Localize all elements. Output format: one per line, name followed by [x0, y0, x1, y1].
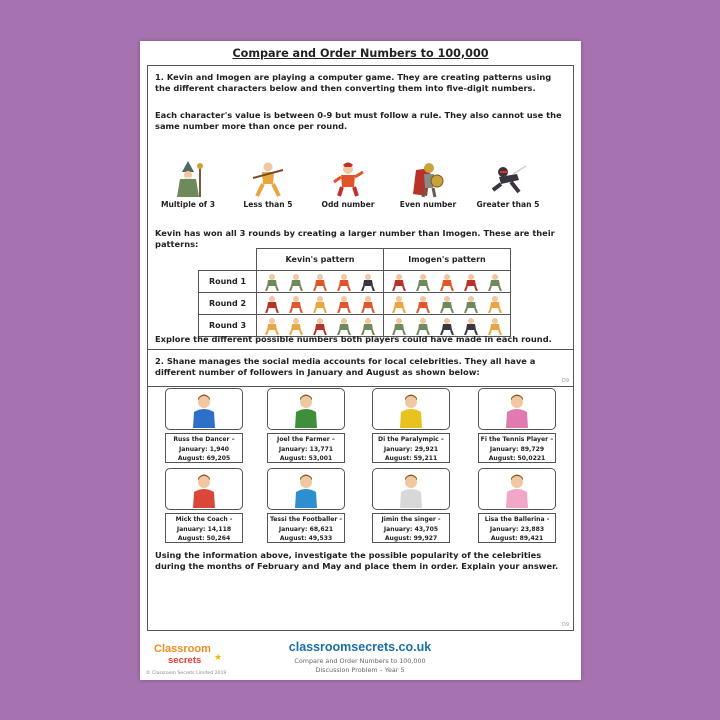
- q1-intro: 1. Kevin and Imogen are playing a computer game. They are creating patterns using the different characters below and then converting them into five-digit numbers.: [155, 72, 552, 93]
- knight-icon: [312, 317, 328, 335]
- celebrity-picture: [165, 388, 243, 430]
- fire-fighter-icon: [415, 295, 431, 313]
- celebrity-picture: [165, 468, 243, 510]
- farmer-icon: [291, 390, 321, 428]
- character-multiple-of-3: [148, 160, 228, 209]
- question-2-box: [147, 349, 574, 631]
- celebrity-card: [165, 468, 243, 543]
- celebrity-card: [267, 468, 345, 543]
- ninja-icon: [439, 317, 455, 335]
- footer-type: Discussion Problem – Year 5: [315, 666, 405, 674]
- imogen-header: Imogen's pattern: [384, 249, 511, 271]
- celebrity-picture: [267, 388, 345, 430]
- fire-fighter-icon: [331, 160, 365, 198]
- monk-icon: [251, 160, 285, 198]
- celebrity-picture: [478, 468, 556, 510]
- question-code: D9: [561, 622, 569, 628]
- monk-icon: [391, 295, 407, 313]
- footballer-icon: [291, 470, 321, 508]
- wizard-icon: [360, 317, 376, 335]
- character-label: Multiple of 3: [160, 200, 216, 209]
- imogen-pattern: [384, 271, 511, 293]
- round-label: Round 3: [199, 315, 257, 337]
- q2-intro: 2. Shane manages the social media accounts for local celebrities. They all have a different number of followers in January and August as shown below:: [155, 356, 536, 377]
- monk-icon: [312, 295, 328, 313]
- celebrity-info: Tessi the Footballer - January: 68,621 August: 49,533: [267, 513, 345, 543]
- round-label: Round 2: [199, 293, 257, 315]
- celebrity-info: Joel the Farmer – January: 13,771 August: 53,001: [267, 433, 345, 463]
- celebrity-info: Jimin the singer - January: 43,705 August: 99,927: [372, 513, 450, 543]
- celebrity-card: [372, 388, 450, 463]
- coach-icon: [189, 470, 219, 508]
- celebrity-info: Di the Paralympic – January: 29,921 August: 59,211: [372, 433, 450, 463]
- fire-fighter-icon: [439, 273, 455, 291]
- celebrity-card: [372, 468, 450, 543]
- ninja-icon: [360, 273, 376, 291]
- wizard-icon: [171, 160, 205, 198]
- wizard-icon: [463, 295, 479, 313]
- celebrity-card: [478, 388, 556, 463]
- page-title: Compare and Order Numbers to 100,000: [232, 47, 489, 60]
- dancer-icon: [189, 390, 219, 428]
- wizard-icon: [336, 317, 352, 335]
- website-link[interactable]: classroomsecrets.co.uk: [288, 640, 432, 654]
- tennis-player-icon: [502, 390, 532, 428]
- character-label: Odd number: [321, 200, 375, 209]
- character-even-number: [388, 160, 468, 209]
- character-greater-than-5: [468, 160, 548, 209]
- imogen-pattern: [384, 293, 511, 315]
- character-label: Even number: [399, 200, 457, 209]
- celebrity-picture: [372, 388, 450, 430]
- table-row: [199, 271, 511, 293]
- celebrity-picture: [267, 468, 345, 510]
- character-less-than-5: [228, 160, 308, 209]
- classroom-secrets-logo: Classroom secrets ★: [148, 643, 226, 669]
- character-label: Less than 5: [243, 200, 293, 209]
- celebrity-card: [267, 388, 345, 463]
- q1-won-text: Kevin has won all 3 rounds by creating a larger number than Imogen. These are their patterns:: [155, 228, 555, 249]
- question-1-box: [147, 65, 574, 387]
- star-icon: ★: [214, 653, 223, 663]
- table-row: [199, 293, 511, 315]
- kevin-header: Kevin's pattern: [257, 249, 384, 271]
- footer-topic: Compare and Order Numbers to 100,000: [294, 657, 426, 665]
- kevin-pattern: [257, 271, 384, 293]
- wizard-icon: [391, 317, 407, 335]
- wizard-icon: [415, 317, 431, 335]
- question-code: D9: [561, 378, 569, 384]
- q2-task-text: Using the information above, investigate the possible popularity of the celebrities during the months of February and May and place them in order. Explain your answer.: [155, 550, 559, 571]
- celebrity-card: [478, 468, 556, 543]
- celebrity-info: Lisa the Ballerina - January: 23,883 August: 89,421: [478, 513, 556, 543]
- ballerina-icon: [502, 470, 532, 508]
- character-row: [148, 160, 573, 220]
- monk-icon: [487, 317, 503, 335]
- celebrity-picture: [478, 388, 556, 430]
- q1-rule: Each character's value is between 0-9 but must follow a rule. They also cannot use the same number more than once per round.: [155, 110, 562, 131]
- copyright: © Classroom Secrets Limited 2019: [146, 671, 227, 676]
- character-odd-number: [308, 160, 388, 209]
- fire-fighter-icon: [360, 295, 376, 313]
- monk-icon: [288, 317, 304, 335]
- q1-explore-text: Explore the different possible numbers both players could have made in each round.: [155, 334, 552, 344]
- celebrity-card: [165, 388, 243, 463]
- wizard-icon: [288, 273, 304, 291]
- kevin-pattern: [257, 293, 384, 315]
- celebrity-info: Russ the Dancer – January: 1,940 August: 69,205: [165, 433, 243, 463]
- monk-icon: [264, 317, 280, 335]
- celebrity-info: Mick the Coach - January: 14,118 August: 50,264: [165, 513, 243, 543]
- celebrity-picture: [372, 468, 450, 510]
- fire-fighter-icon: [312, 273, 328, 291]
- wizard-icon: [415, 273, 431, 291]
- celebrity-info: Fi the Tennis Player – January: 89,729 August: 50,0221: [478, 433, 556, 463]
- worksheet: [140, 41, 581, 680]
- fire-fighter-icon: [288, 295, 304, 313]
- wizard-icon: [439, 295, 455, 313]
- monk-icon: [487, 295, 503, 313]
- knight-icon: [411, 160, 445, 198]
- knight-icon: [463, 273, 479, 291]
- paralympian-icon: [396, 390, 426, 428]
- fire-fighter-icon: [336, 295, 352, 313]
- ninja-icon: [463, 317, 479, 335]
- knight-icon: [391, 273, 407, 291]
- singer-icon: [396, 470, 426, 508]
- character-label: Greater than 5: [476, 200, 540, 209]
- patterns-table: [198, 248, 511, 337]
- round-label: Round 1: [199, 271, 257, 293]
- wizard-icon: [487, 273, 503, 291]
- knight-icon: [264, 295, 280, 313]
- fire-fighter-icon: [336, 273, 352, 291]
- ninja-icon: [489, 160, 527, 198]
- wizard-icon: [264, 273, 280, 291]
